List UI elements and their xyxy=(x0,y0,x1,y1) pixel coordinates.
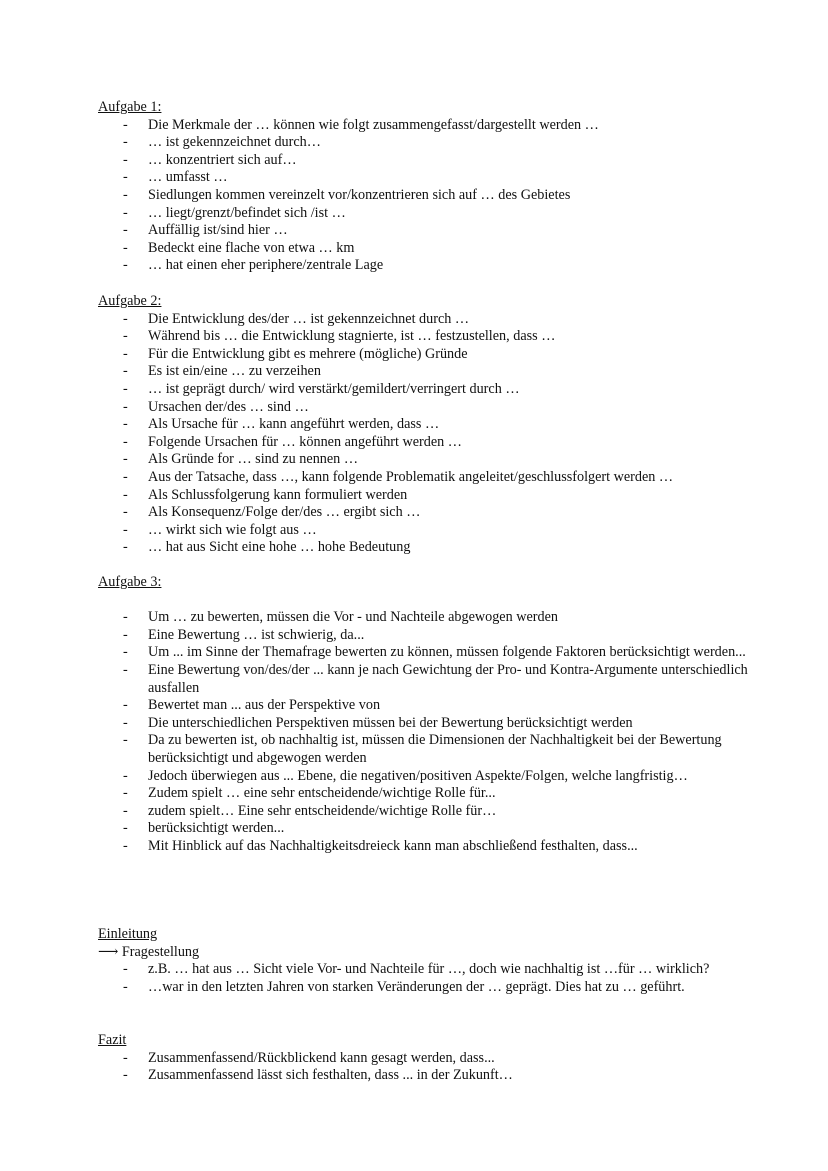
heading-einleitung: Einleitung xyxy=(98,926,158,942)
list-item: - Siedlungen kommen vereinzelt vor/konzentrieren sich auf … des Gebietes xyxy=(123,186,571,203)
list-item: - Da zu bewerten ist, ob nachhaltig ist, müssen die Dimensionen der Nachhaltigkeit bei der Bewertung berücksichtigt und abgewogen werden xyxy=(123,732,722,766)
list-item: - Während bis … die Entwicklung stagnierte, ist … festzustellen, dass … xyxy=(123,328,556,345)
heading-fazit: Fazit xyxy=(98,1032,127,1048)
list-item: - Ursachen der/des … sind … xyxy=(123,398,309,415)
list-item: - Folgende Ursachen für … können angeführt werden … xyxy=(123,433,462,450)
list-item: - Bewertet man ... aus der Perspektive von xyxy=(123,697,381,714)
list-fazit xyxy=(98,1050,758,1085)
list-item: - berücksichtigt werden... xyxy=(123,820,285,837)
list-item: - Als Konsequenz/Folge der/des … ergibt sich … xyxy=(123,504,421,521)
list-item: - Die Merkmale der … können wie folgt zusammengefasst/dargestellt werden … xyxy=(123,116,599,133)
list-item: - Zusammenfassend lässt sich festhalten, dass ... in der Zukunft… xyxy=(123,1067,513,1084)
list-item: - … ist gekennzeichnet durch… xyxy=(123,134,321,151)
list-item: - Die Entwicklung des/der … ist gekennzeichnet durch … xyxy=(123,310,470,327)
list-item: - Als Ursache für … kann angeführt werden, dass … xyxy=(123,416,440,433)
heading-aufgabe-2: Aufgabe 2: xyxy=(98,293,162,309)
list-item: - … liegt/grenzt/befindet sich /ist … xyxy=(123,204,346,221)
list-item: - … konzentriert sich auf… xyxy=(123,151,297,168)
list-item: - Die unterschiedlichen Perspektiven müssen bei der Bewertung berücksichtigt werden xyxy=(123,714,633,731)
list-item: - Eine Bewertung von/des/der ... kann je nach Gewichtung der Pro- und Kontra-Argumente unterschiedlich ausfallen xyxy=(123,661,748,696)
heading-aufgabe-3: Aufgabe 3: xyxy=(98,574,162,590)
list-item: - zudem spielt… Eine sehr entscheidende/wichtige Rolle für… xyxy=(123,802,497,819)
list-item: - … wirkt sich wie folgt aus … xyxy=(123,521,317,538)
list-item: - Zusammenfassend/Rückblickend kann gesagt werden, dass... xyxy=(123,1049,495,1066)
list-item: - Mit Hinblick auf das Nachhaltigkeitsdreieck kann man abschließend festhalten, dass... xyxy=(123,837,638,854)
list-item: - Als Schlussfolgerung kann formuliert werden xyxy=(123,486,408,503)
fragestellung-arrow-line: ⟶ Fragestellung xyxy=(98,943,200,960)
list-item: - Jedoch überwiegen aus ... Ebene, die negativen/positiven Aspekte/Folgen, welche langfristig… xyxy=(123,767,688,784)
list-item: - … umfasst … xyxy=(123,169,228,186)
list-item: - z.B. … hat aus … Sicht viele Vor- und Nachteile für …, doch wie nachhaltig ist …für … wirklich? xyxy=(123,961,710,978)
list-aufgabe-3 xyxy=(98,609,758,855)
list-aufgabe-2 xyxy=(98,311,758,557)
section-fazit xyxy=(98,1032,758,1085)
section-einleitung xyxy=(98,926,758,996)
section-aufgabe-1 xyxy=(98,99,758,275)
list-item: - Es ist ein/eine … zu verzeihen xyxy=(123,363,321,380)
heading-aufgabe-1: Aufgabe 1: xyxy=(98,99,162,115)
list-item: - … hat einen eher periphere/zentrale Lage xyxy=(123,257,384,274)
list-item: - Zudem spielt … eine sehr entscheidende/wichtige Rolle für... xyxy=(123,785,496,802)
list-item: - … hat aus Sicht eine hohe … hohe Bedeutung xyxy=(123,539,411,556)
list-item: - Eine Bewertung … ist schwierig, da... xyxy=(123,626,365,643)
list-item: - Bedeckt eine flache von etwa … km xyxy=(123,239,355,256)
list-einleitung xyxy=(98,961,758,996)
list-item: - Aus der Tatsache, dass …, kann folgende Problematik angeleitet/geschlussfolgert werden … xyxy=(123,468,674,485)
list-item: - … ist geprägt durch/ wird verstärkt/gemildert/verringert durch … xyxy=(123,380,520,397)
list-item: - Auffällig ist/sind hier … xyxy=(123,222,288,239)
list-aufgabe-1 xyxy=(98,117,758,275)
section-aufgabe-3 xyxy=(98,574,758,856)
list-item: - …war in den letzten Jahren von starken Veränderungen der … geprägt. Dies hat zu … geführt. xyxy=(123,978,685,995)
list-item: - Als Gründe for … sind zu nennen … xyxy=(123,451,359,468)
list-item: - Um … zu bewerten, müssen die Vor - und Nachteile abgewogen werden xyxy=(123,609,559,626)
list-item: - Um ... im Sinne der Themafrage bewerten zu können, müssen folgende Faktoren berücksichtigt werden... xyxy=(123,644,746,661)
section-aufgabe-2 xyxy=(98,293,758,557)
list-item: - Für die Entwicklung gibt es mehrere (mögliche) Gründe xyxy=(123,345,468,362)
